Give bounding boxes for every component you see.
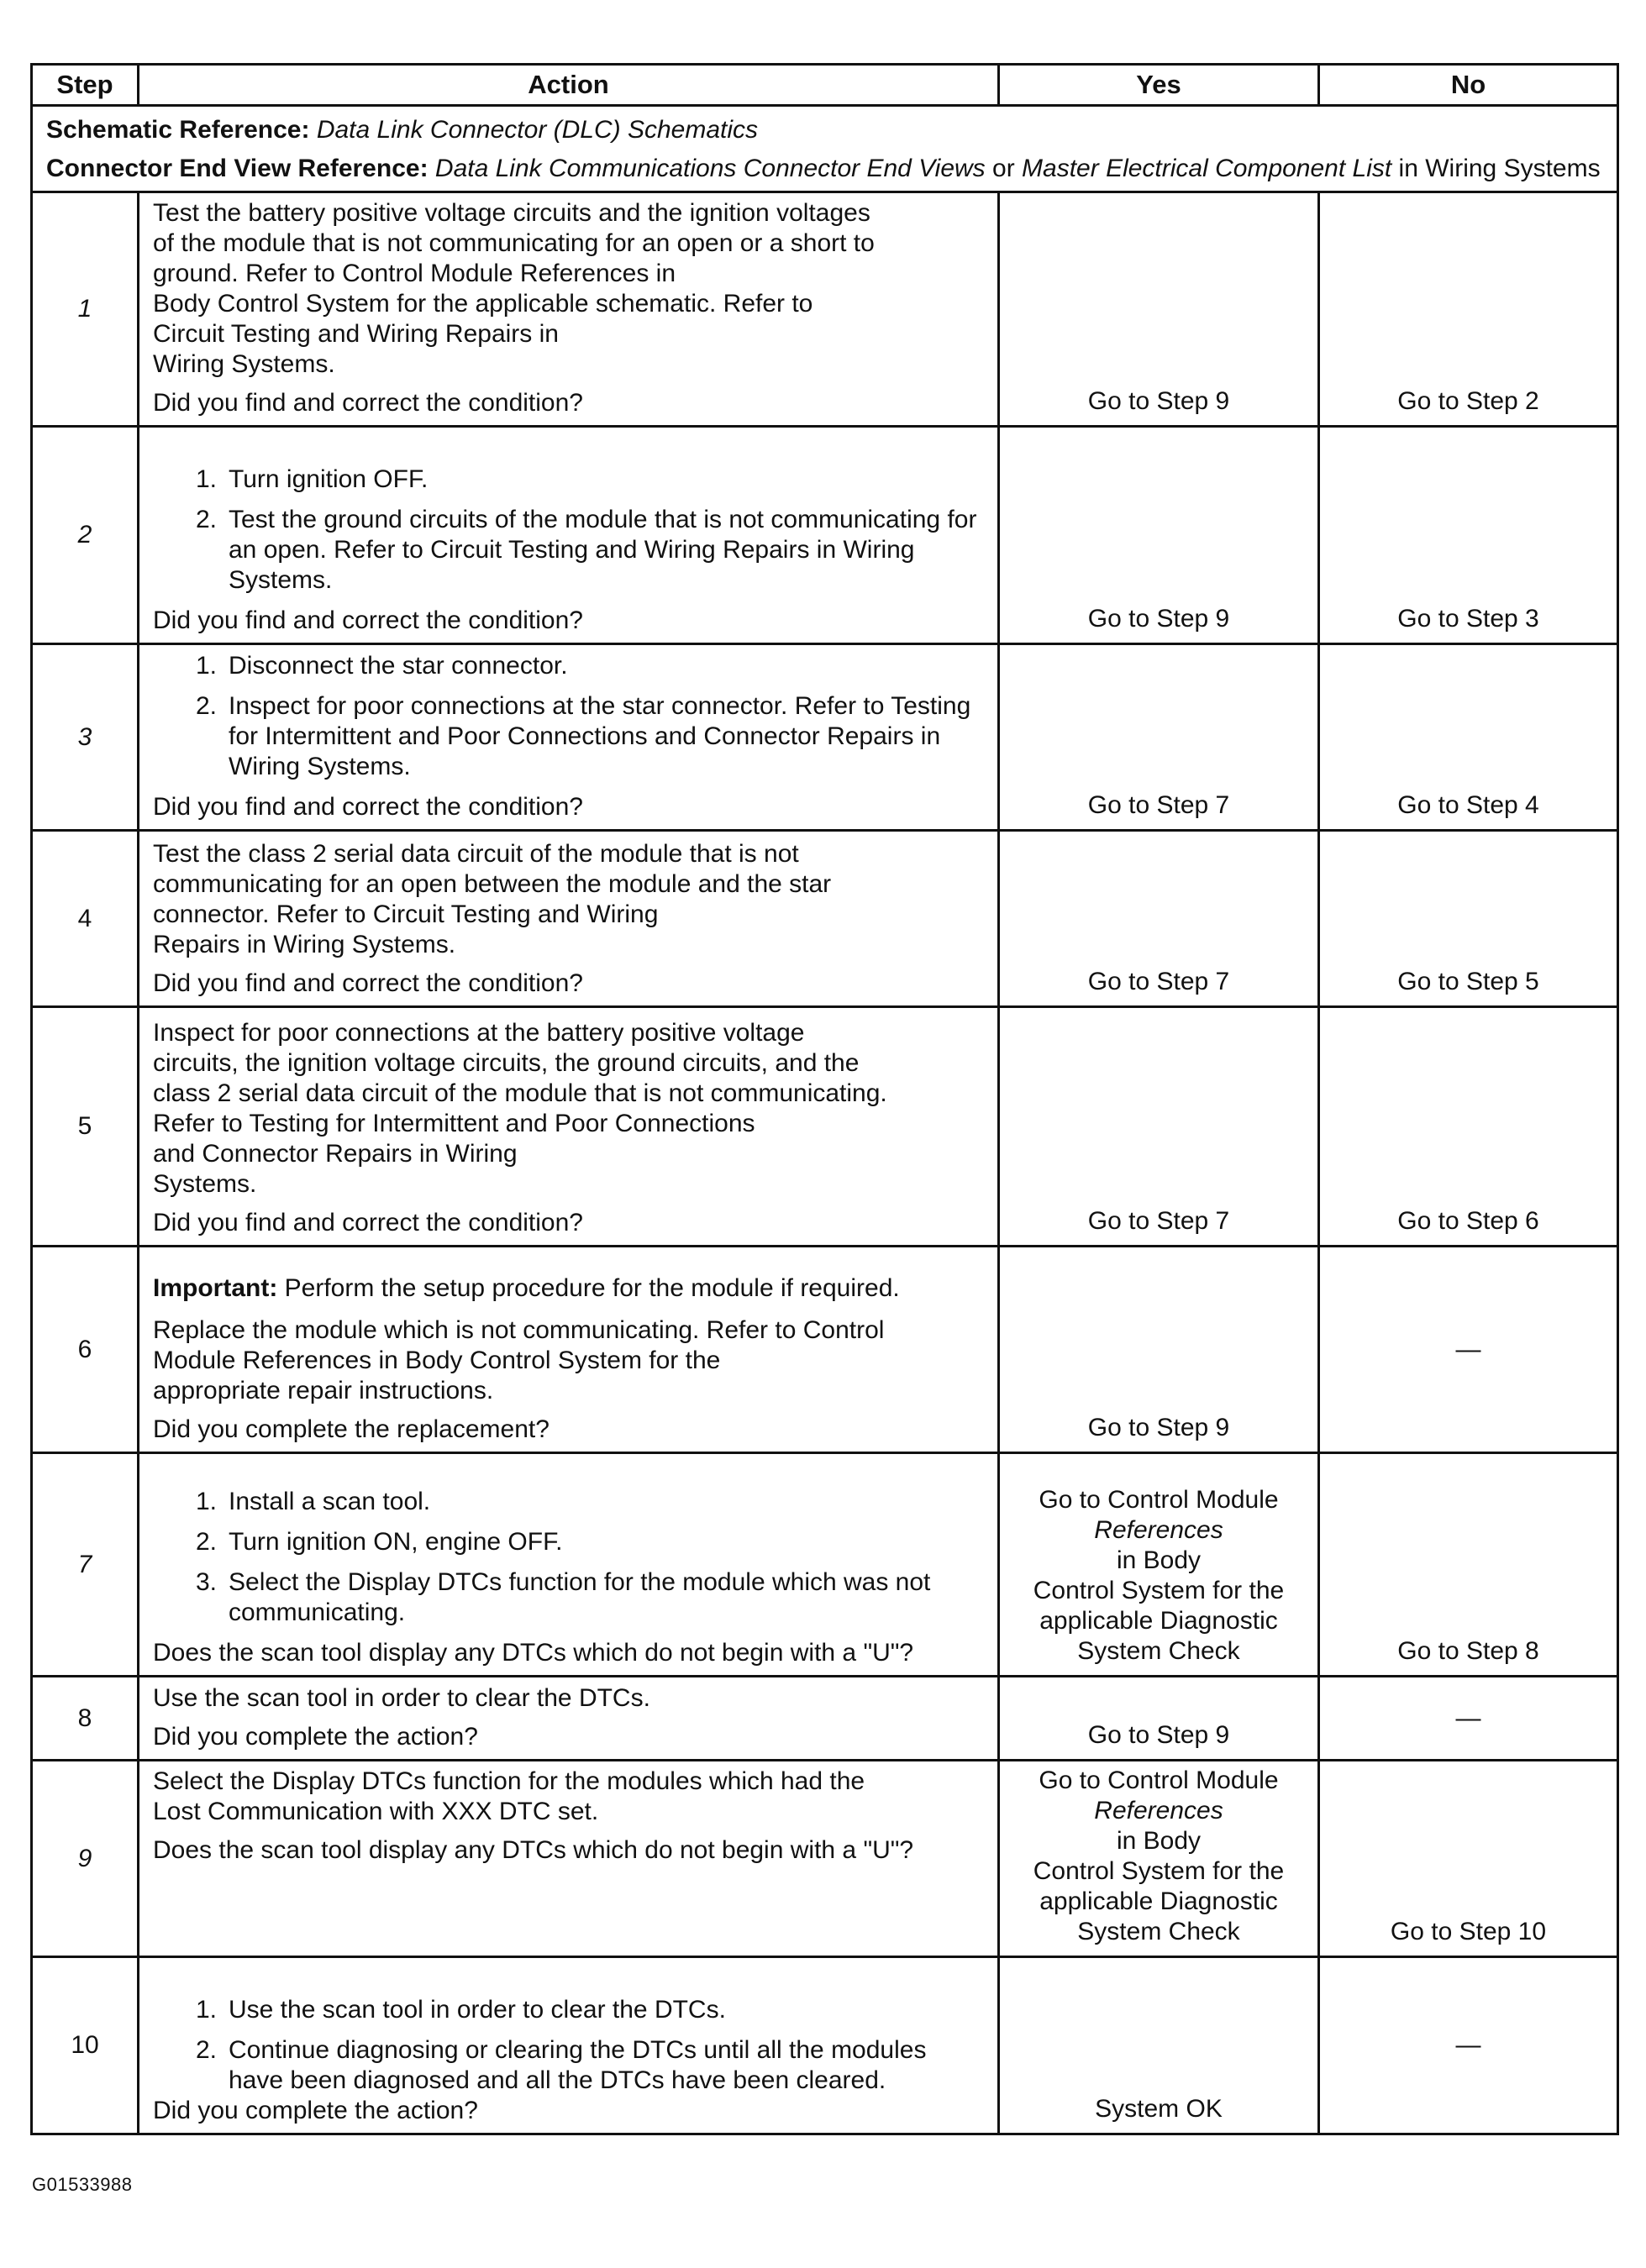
- schematic-reference-link[interactable]: Data Link Connector (DLC) Schematics: [316, 116, 759, 144]
- step-row: [32, 1247, 1618, 1453]
- yes-cell[interactable]: Go to Step 7: [999, 1007, 1319, 1247]
- figure-id: G01533988: [32, 2174, 133, 2195]
- step-number: 2: [32, 427, 139, 644]
- list-item: 2. Continue diagnosing or clearing the DTCs until all the modules have been diagnosed and all the DTCs have been cleared.: [195, 2036, 927, 2094]
- table-header-row: [32, 65, 1618, 106]
- no-cell[interactable]: Go to Step 2: [1319, 192, 1618, 427]
- yes-cell[interactable]: Go to Control Module References in Body Control System for the applicable Diagnostic System Check: [999, 1453, 1319, 1677]
- step-row: [32, 427, 1618, 644]
- yes-cell[interactable]: Go to Control Module References in Body Control System for the applicable Diagnostic System Check: [999, 1761, 1319, 1957]
- list-item: 3. Select the Display DTCs function for the module which was not communicating.: [195, 1568, 931, 1626]
- action-cell: [139, 1957, 999, 2134]
- question: Does the scan tool display any DTCs which do not begin with a "U"?: [153, 1836, 914, 1864]
- step-number: 1: [32, 192, 139, 427]
- action-cell: Select the Display DTCs function for the modules which had the Lost Communication with XXX DTC set. Does the scan tool display any DTCs which do not begin with a "U"?: [139, 1761, 999, 1957]
- step-row: [32, 1007, 1618, 1247]
- action-cell: [139, 427, 999, 644]
- header-no: No: [1319, 65, 1618, 106]
- step-row: [32, 831, 1618, 1007]
- yes-cell[interactable]: Go to Step 7: [999, 831, 1319, 1007]
- list-item: 1. Use the scan tool in order to clear the DTCs.: [195, 1996, 726, 2024]
- question: Did you find and correct the condition?: [153, 969, 583, 997]
- action-cell: Test the class 2 serial data circuit of the module that is not communicating for an open between the module and the star connector. Refer to Circuit Testing and Wiring Repairs in Wiring Systems. Did you find and correct the condition?: [139, 831, 999, 1007]
- header-step: Step: [32, 65, 139, 106]
- list-item: 1. Install a scan tool.: [195, 1488, 431, 1515]
- list-item: 2. Turn ignition ON, engine OFF.: [195, 1528, 563, 1556]
- list-item: 1. Disconnect the star connector.: [195, 652, 568, 680]
- action-cell: Test the battery positive voltage circuits and the ignition voltages of the module that is not communicating for an open or a short to ground. Refer to Control Module References in Body Control System for the applicable schematic. Refer to Circuit Testing and Wiring Repairs in Wiring Systems. Did you find and correct the condition?: [139, 192, 999, 427]
- step-row: [32, 644, 1618, 831]
- list-item: 2. Inspect for poor connections at the star connector. Refer to Testing for Intermittent and Poor Connections and Connector Repairs in Wiring Systems.: [195, 692, 971, 780]
- yes-cell[interactable]: Go to Step 9: [999, 192, 1319, 427]
- connector-tail-text: in Wiring Systems: [1391, 155, 1601, 182]
- question: Did you complete the action?: [153, 2097, 478, 2124]
- step-number: 5: [32, 1007, 139, 1247]
- yes-cell[interactable]: Go to Step 9: [999, 1247, 1319, 1453]
- master-component-list-link[interactable]: Master Electrical Component List: [1022, 155, 1392, 182]
- diagnostic-table: [30, 63, 1619, 2135]
- step-row: [32, 192, 1618, 427]
- step-row: [32, 1453, 1618, 1677]
- step-number: 10: [32, 1957, 139, 2134]
- step-number: 6: [32, 1247, 139, 1453]
- reference-row: [32, 106, 1618, 192]
- schematic-reference: [46, 115, 1603, 145]
- schematic-reference-label: Schematic Reference:: [46, 116, 310, 144]
- connector-or-text: or: [985, 155, 1023, 182]
- yes-cell[interactable]: Go to Step 9: [999, 427, 1319, 644]
- step-row: [32, 1677, 1618, 1761]
- no-cell[interactable]: Go to Step 8: [1319, 1453, 1618, 1677]
- question: Did you find and correct the condition?: [153, 1209, 583, 1236]
- header-yes: Yes: [999, 65, 1319, 106]
- step-number: 3: [32, 644, 139, 831]
- action-cell: Use the scan tool in order to clear the DTCs. Did you complete the action?: [139, 1677, 999, 1761]
- question: Did you find and correct the condition?: [153, 389, 583, 417]
- connector-reference-label: Connector End View Reference:: [46, 155, 429, 182]
- important-note: Important: Perform the setup procedure for the module if required.: [153, 1274, 900, 1302]
- question: Did you complete the action?: [153, 1723, 478, 1751]
- no-cell[interactable]: Go to Step 10: [1319, 1761, 1618, 1957]
- list-item: 2. Test the ground circuits of the module that is not communicating for an open. Refer to Circuit Testing and Wiring Repairs in Wiring Systems.: [195, 506, 977, 594]
- action-cell: Important: Perform the setup procedure for the module if required. Replace the module which is not communicating. Refer to Control Module References in Body Control System for the appropriate repair instructions. Did you complete the replacement?: [139, 1247, 999, 1453]
- action-cell: [139, 1453, 999, 1677]
- yes-cell: System OK: [999, 1957, 1319, 2134]
- step-number: 9: [32, 1761, 139, 1957]
- reference-cell: [32, 106, 1618, 192]
- no-cell[interactable]: Go to Step 3: [1319, 427, 1618, 644]
- header-action: Action: [139, 65, 999, 106]
- list-item: 1. Turn ignition OFF.: [195, 465, 429, 493]
- yes-cell[interactable]: Go to Step 9: [999, 1677, 1319, 1761]
- question: Did you find and correct the condition?: [153, 606, 583, 634]
- action-cell: Inspect for poor connections at the battery positive voltage circuits, the ignition voltage circuits, the ground circuits, and the class 2 serial data circuit of the module that is not communicating. Refer to Testing for Intermittent and Poor Connections and Connector Repairs in Wiring Systems. Did you find and correct the condition?: [139, 1007, 999, 1247]
- step-number: 4: [32, 831, 139, 1007]
- action-cell: [139, 644, 999, 831]
- step-number: 7: [32, 1453, 139, 1677]
- no-cell[interactable]: Go to Step 5: [1319, 831, 1618, 1007]
- step-row: [32, 1761, 1618, 1957]
- connector-reference: [46, 154, 1603, 184]
- question: Does the scan tool display any DTCs which do not begin with a "U"?: [153, 1639, 914, 1667]
- no-cell[interactable]: Go to Step 6: [1319, 1007, 1618, 1247]
- question: Did you find and correct the condition?: [153, 793, 583, 821]
- step-number: 8: [32, 1677, 139, 1761]
- no-cell: —: [1319, 1247, 1618, 1453]
- connector-end-views-link[interactable]: Data Link Communications Connector End Views: [434, 155, 986, 182]
- no-cell[interactable]: Go to Step 4: [1319, 644, 1618, 831]
- step-row: [32, 1957, 1618, 2134]
- no-cell: —: [1319, 1957, 1618, 2134]
- no-cell: —: [1319, 1677, 1618, 1761]
- question: Did you complete the replacement?: [153, 1415, 550, 1443]
- yes-cell[interactable]: Go to Step 7: [999, 644, 1319, 831]
